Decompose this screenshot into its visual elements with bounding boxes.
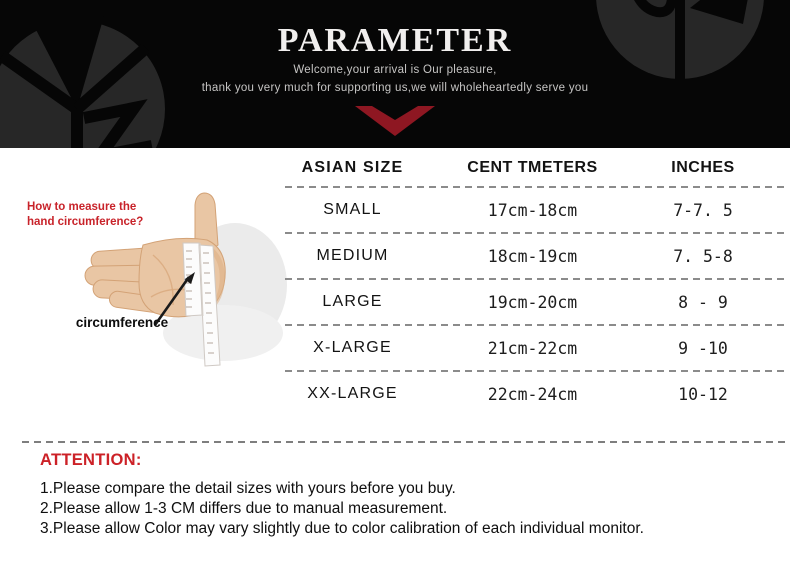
inches-cell: 7-7. 5 <box>673 200 733 220</box>
page-title: PARAMETER <box>277 22 513 59</box>
welcome-line: thank you very much for supporting us,we will wholeheartedly serve you <box>201 82 589 94</box>
measure-question-line2: hand circumference? <box>27 216 144 228</box>
attention-notes <box>40 479 770 539</box>
size-cell: XX-LARGE <box>307 385 398 402</box>
size-cell: X-LARGE <box>313 339 392 356</box>
chevron-down-icon <box>355 106 435 136</box>
measure-question-line1: How to measure the <box>27 201 137 213</box>
size-cell: SMALL <box>323 201 382 218</box>
column-header-inches: INCHES <box>671 159 735 176</box>
table-row <box>285 188 785 232</box>
cm-cell: 18cm-19cm <box>487 246 578 266</box>
table-row <box>285 372 785 416</box>
table-row <box>285 234 785 278</box>
attention-note: 2.Please allow 1-3 CM differs due to manual measurement. <box>40 500 448 517</box>
cm-cell: 19cm-20cm <box>487 292 578 312</box>
inches-cell: 10-12 <box>678 384 728 404</box>
attention-note: 3.Please allow Color may vary slightly due to color calibration of each individual monitor. <box>40 520 644 537</box>
size-cell: MEDIUM <box>316 247 389 264</box>
cm-cell: 21cm-22cm <box>487 338 578 358</box>
inches-cell: 9 -10 <box>678 338 728 358</box>
size-cell: LARGE <box>322 293 383 310</box>
attention-note: 1.Please compare the detail sizes with yours before you buy. <box>40 480 456 497</box>
welcome-line: Welcome,your arrival is Our pleasure, <box>293 64 497 76</box>
table-row <box>285 326 785 370</box>
size-table <box>285 150 785 416</box>
inches-cell: 7. 5-8 <box>673 246 733 266</box>
header-banner <box>0 0 790 148</box>
hand-measurement-illustration <box>55 155 295 370</box>
cm-cell: 22cm-24cm <box>487 384 578 404</box>
table-row <box>285 280 785 324</box>
column-header-asian-size: ASIAN SIZE <box>301 159 404 176</box>
attention-heading: ATTENTION: <box>40 451 142 469</box>
circumference-label: circumference <box>75 315 169 330</box>
column-header-centimeters: CENT TMETERS <box>467 159 598 176</box>
hand-with-tape-image <box>55 155 295 370</box>
table-header-row <box>285 150 785 186</box>
cm-cell: 17cm-18cm <box>487 200 578 220</box>
attention-section <box>40 451 770 539</box>
inches-cell: 8 - 9 <box>678 292 728 312</box>
section-divider <box>22 441 788 443</box>
